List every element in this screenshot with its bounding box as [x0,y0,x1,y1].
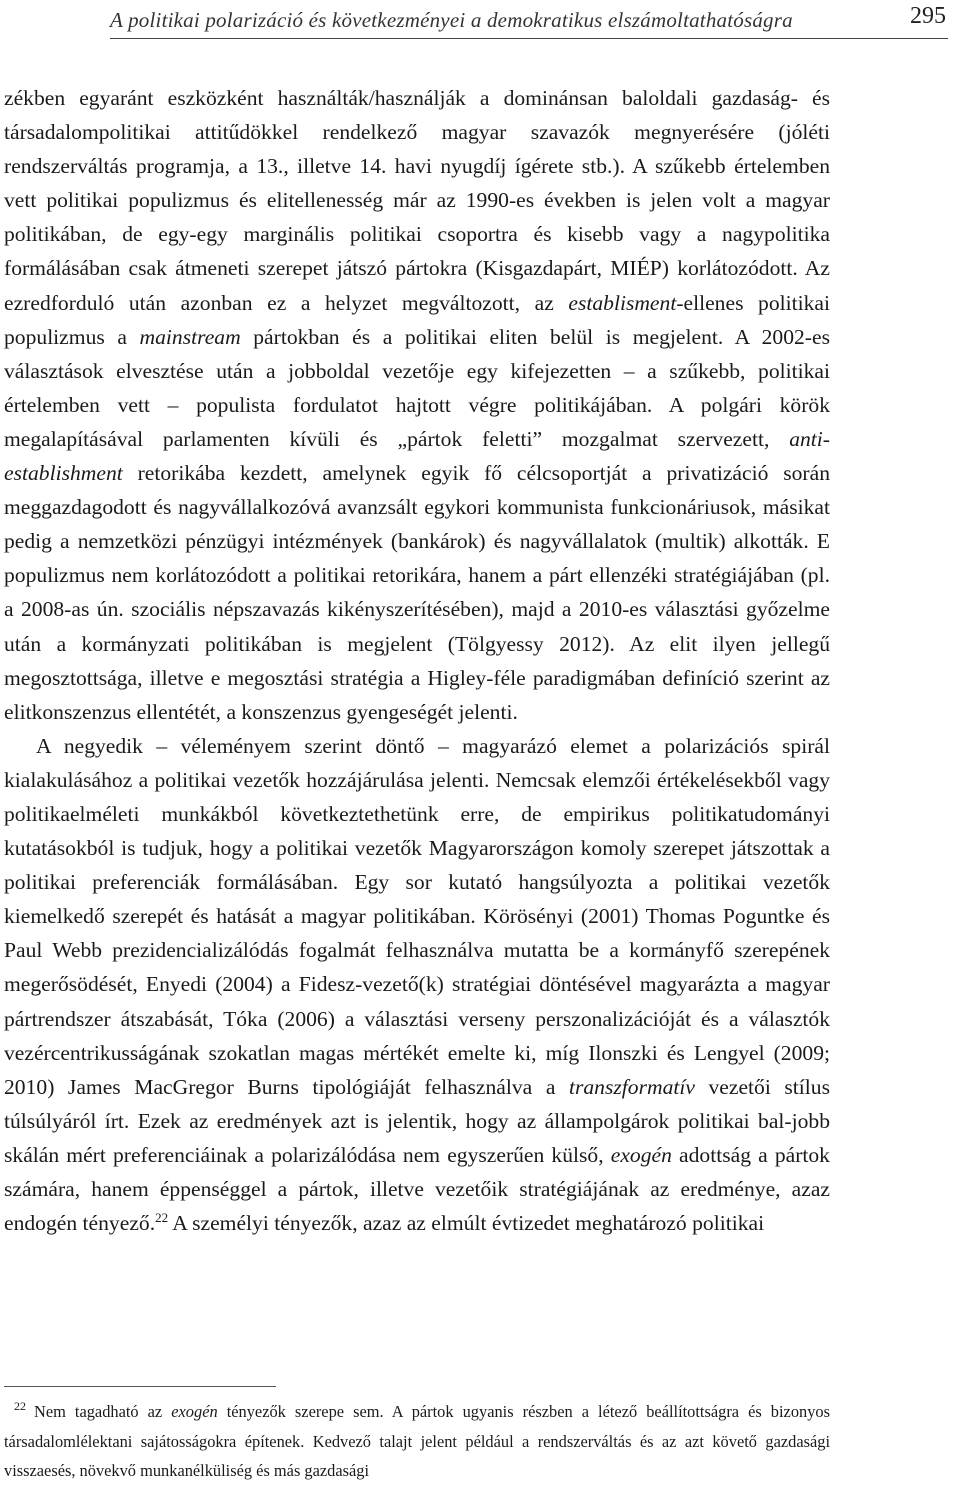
text-run: adottság a pártok számára, hanem éppenséggel a pártok, illetve vezetőik stratégiájának az eredménye, azaz endogén tényező. [4,1142,830,1236]
text-run: -ellenes politikai populizmus a [4,290,831,349]
italic-term: mainstream [139,324,241,349]
text-run: tényezők szerepe sem. A pártok ugyanis részben a létező beállítottságra és bizonyos társadalomlélektani sajátosságokra építenek. Kedvező talajt jelent például a rendszerváltás és az azt követő gazdasági visszaesés, növekvő munkanélküliség és más gazdasági [4,1402,830,1480]
text-run: pártokban és a politikai eliten belül is megjelent. A 2002-es választások elvesztése után a jobboldal vezetője egy kifejezetten – a szűkebb, politikai értelemben vett – populista fordulatot hajtott végre politikájában. A polgári körök megalapításával parlamenten kívüli és „pártok feletti” mozgalmat szervezett, [4,324,830,451]
text-run: zékben egyaránt eszközként használták/használják a dominánsan baloldali gazdaság- és társadalompolitikai attitűdökkel rendelkező magyar szavazók megnyerésére (jóléti rendszerváltás programja, a 13., illetve 14. havi nyugdíj ígérete stb.). A szűkebb értelemben vett politikai populizmus és elitellenesség már az 1990-es években is jelen volt a magyar politikában, de egy-egy marginális politikai csoportra és kisebb vagy a nagypolitika formálásában csak átmeneti szerepet játszó pártokra (Kisgazdapárt, MIÉP) korlátozódott. Az ezredforduló után azonban ez a helyzet megváltozott, az [4,86,830,315]
footnote-number: 22 [14,1399,26,1413]
italic-term: exogén [610,1142,672,1167]
page-number: 295 [910,3,946,29]
text-run: Nem tagadható az [34,1402,172,1421]
paragraph-2 [4,729,830,1240]
italic-term: transzformatív [568,1074,695,1099]
text-run: A negyedik – véleményem szerint döntő – magyarázó elemet a polarizációs spirál kialakulásához a politikai vezetők hozzájárulása jelenti. Nemcsak elemzői értékelésekből vagy politikaelméleti munkákból következtethetünk erre, de empirikus politikatudományi kutatásokból is tudjuk, hogy a politikai vezetők Magyarországon komoly szerepet játszottak a politikai preferenciák formálásában. Egy sor kutató hangsúlyozta a politikai vezetők kiemelkedő szerepét és hatását a magyar politikában. Körösényi (2001) Thomas Poguntke és Paul Webb prezidencializálódás fogalmát felhasználva mutatta be a kormányfő szerepének megerősödését, Enyedi (2004) a Fidesz-vezető(k) stratégiai döntésével magyarázta a magyar pártrendszer átszabását, Tóka (2006) a választási verseny perszonalizációját és a választók vezércentrikusságának szokatlan magas mértékét emelte ki, míg Ilonszki és Lengyel (2009; 2010) James MacGregor Burns tipológiáját felhasználva a [4,733,830,1099]
main-text [4,81,830,1240]
italic-term: exogén [171,1402,218,1421]
header-rule [110,38,948,39]
running-title: A politikai polarizáció és következményei a demokratikus elszámoltathatóságra [110,8,793,32]
italic-term: establisment [568,290,677,315]
text-run: retorikába kezdett, amelynek egyik fő célcsoportját a privatizáció során meggazdagodott és nagyvállalkozóvá avanzsált egykori kommunista funkcionáriusok, másikat pedig a nemzetközi pénzügyi intézmények (bankárok) és nagyvállalatok (multik) alkották. E populizmus nem korlátozódott a politikai retorikára, hanem a párt ellenzéki stratégiájában (pl. a 2008-as ún. szociális népszavazás kikényszerítésében), majd a 2010-es választási győzelme után a kormányzati politikában is megjelent (Tölgyessy 2012). Az elit ilyen jellegű megosztottsága, illetve e megosztási stratégia a Higley-féle paradigmában definíció szerint az elitkonszenzus ellentétét, a konszenzus gyengeségét jelenti. [4,461,830,724]
paragraph-1 [4,81,830,729]
text-run: vezetői stílus túlsúlyáról írt. Ezek az eredmények azt is jelentik, hogy az állampolgárok politikai bal-jobb skálán mért preferenciáinak a polarizálódása nem egyszerűen külső, [4,1074,830,1167]
footnote-ref[interactable]: 22 [155,1210,169,1226]
footnote [4,1392,830,1486]
italic-term: anti-establishment [4,426,830,486]
page-header [0,0,960,44]
text-run: A személyi tényezők, azaz az elmúlt évtizedet meghatározó politikai [168,1211,765,1236]
footnote-rule [4,1386,276,1387]
